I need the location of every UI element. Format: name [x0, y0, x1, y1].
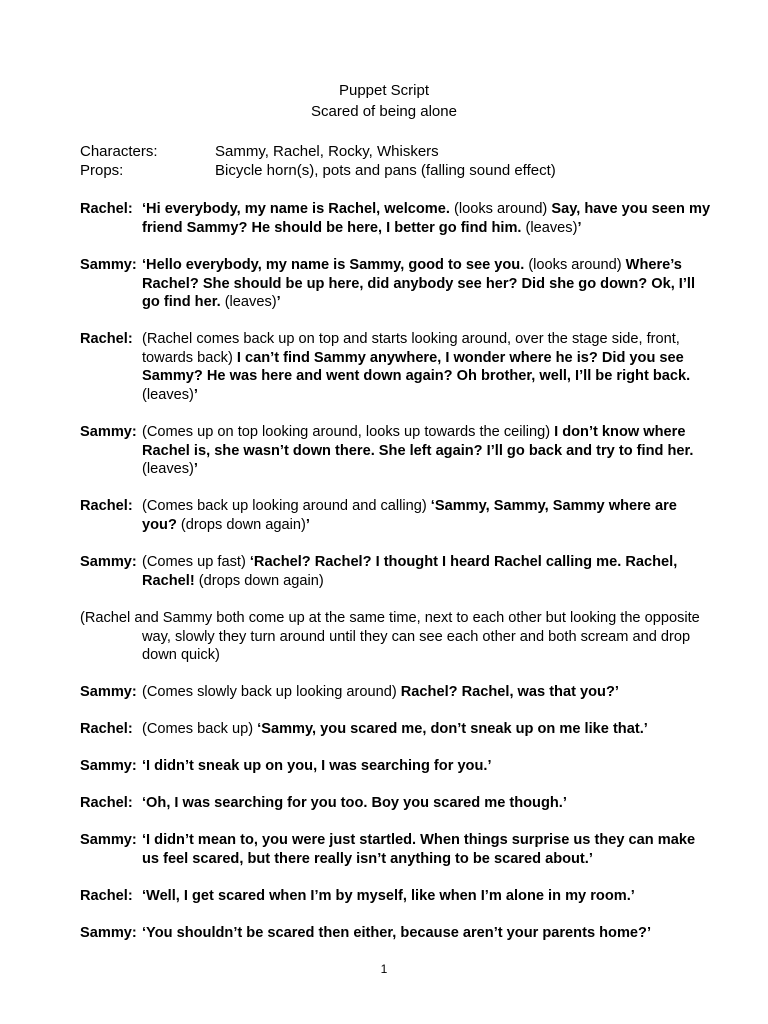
action-text: (Comes slowly back up looking around): [142, 684, 401, 700]
spoken-text: ‘You shouldn’t be scared then either, because aren’t your parents home?’: [142, 925, 652, 941]
spoken-text: ‘Sammy, you scared me, don’t sneak up on me like that.’: [257, 721, 648, 737]
dialogue-line: [80, 683, 712, 702]
action-text: (Comes back up looking around and calling): [142, 498, 431, 514]
spoken-text: ‘Oh, I was searching for you too. Boy you scared me though.’: [142, 795, 567, 811]
speaker-name: Sammy:: [80, 758, 137, 774]
action-text: (leaves): [142, 386, 194, 403]
spoken-text: ’: [193, 461, 198, 478]
spoken-text: Say, have you seen my friend Sammy? He should be here, I better go find him.: [142, 201, 711, 236]
speaker-name: Sammy:: [80, 684, 137, 700]
dialogue-line: [80, 831, 712, 868]
props-label: Props:: [80, 162, 124, 179]
spoken-text: ‘I didn’t sneak up on you, I was searching for you.’: [142, 758, 492, 774]
page-subtitle: Scared of being alone: [311, 103, 457, 120]
dialogue-line: [80, 497, 712, 534]
spoken-text: ’: [276, 294, 281, 311]
dialogue-text: [142, 887, 712, 906]
speaker-name: Sammy:: [80, 925, 137, 941]
dialogue-line: [80, 423, 712, 479]
spoken-text: ’: [305, 516, 310, 533]
action-text: (drops down again): [176, 516, 306, 533]
spoken-text: ‘Well, I get scared when I’m by myself, like when I’m alone in my room.’: [142, 888, 635, 904]
dialogue-text: [142, 200, 712, 237]
speaker-name: Sammy:: [80, 424, 137, 440]
action-text: (Rachel comes back up on top and starts looking around, over the stage side, front, towards back): [142, 331, 680, 366]
speaker-name: Rachel:: [80, 201, 133, 217]
spoken-text: Where’s Rachel? She should be up here, did anybody see her? Did she go down? Ok, I’ll go find her.: [142, 257, 696, 311]
speaker-name: Rachel:: [80, 331, 133, 347]
action-text: (Comes back up): [142, 721, 258, 737]
speaker-name: Sammy:: [80, 257, 137, 273]
stage-direction: [80, 609, 712, 665]
action-text: (Rachel and Sammy both come up at the same time, next to each other but looking the opposite way, slowly they turn around until they can see each other and both scream and drop down quick): [80, 610, 700, 664]
dialogue-line: [80, 330, 712, 404]
spoken-text: ‘Rachel? Rachel? I thought I heard Rachel calling me. Rachel, Rachel!: [142, 554, 678, 589]
page-number: 1: [380, 962, 388, 976]
characters-label: Characters:: [80, 143, 158, 160]
dialogue-line: [80, 720, 712, 739]
spoken-text: ‘Sammy, Sammy, Sammy where are you?: [142, 498, 677, 533]
spoken-text: ‘Hi everybody, my name is Rachel, welcome.: [142, 201, 450, 217]
spoken-text: ’: [577, 219, 582, 236]
spoken-text: I don’t know where Rachel is, she wasn’t down there. She left again? I’ll go back and try to find her.: [142, 424, 694, 459]
dialogue-text: [142, 924, 712, 943]
dialogue-text: [142, 497, 712, 534]
speaker-name: Sammy:: [80, 832, 137, 848]
action-text: (looks around): [449, 201, 552, 217]
spoken-text: ‘Hello everybody, my name is Sammy, good to see you.: [142, 257, 525, 273]
dialogue-line: [80, 757, 712, 776]
dialogue-text: [142, 330, 712, 404]
characters-value: Sammy, Rachel, Rocky, Whiskers: [215, 143, 439, 160]
speaker-name: Rachel:: [80, 888, 133, 904]
dialogue-line: [80, 200, 712, 237]
speaker-name: Sammy:: [80, 554, 137, 570]
speaker-name: Rachel:: [80, 721, 133, 737]
dialogue-line: [80, 924, 712, 943]
speaker-name: Rachel:: [80, 795, 133, 811]
action-text: (leaves): [142, 461, 194, 478]
dialogue-line: [80, 794, 712, 813]
action-text: (Comes up fast): [142, 554, 250, 570]
dialogue-line: [80, 553, 712, 590]
action-text: (leaves): [521, 219, 578, 236]
action-text: (Comes up on top looking around, looks up towards the ceiling): [142, 424, 555, 440]
action-text: (leaves): [220, 294, 277, 311]
speaker-name: Rachel:: [80, 498, 133, 514]
action-text: (looks around): [524, 257, 626, 273]
spoken-text: Rachel? Rachel, was that you?’: [400, 684, 619, 700]
spoken-text: ‘I didn’t mean to, you were just startled. When things surprise us they can make us feel scared, but there really isn’t anything to be scared about.’: [142, 832, 696, 867]
dialogue-text: [142, 553, 712, 590]
dialogue-text: [142, 757, 712, 776]
page-title: Puppet Script: [338, 82, 430, 99]
dialogue-line: [80, 887, 712, 906]
dialogue-text: [142, 794, 712, 813]
dialogue-text: [142, 831, 712, 868]
dialogue-text: [142, 256, 712, 312]
props-value: Bicycle horn(s), pots and pans (falling sound effect): [215, 162, 556, 179]
dialogue-line: [80, 609, 712, 665]
spoken-text: I can’t find Sammy anywhere, I wonder where he is? Did you see Sammy? He was here and went down again? Oh brother, well, I’ll be right back.: [142, 349, 691, 385]
dialogue-text: [142, 720, 712, 739]
dialogue-text: [142, 423, 712, 479]
dialogue-line: [80, 256, 712, 312]
action-text: (drops down again): [194, 572, 324, 589]
dialogue-text: [142, 683, 712, 702]
spoken-text: ’: [193, 386, 198, 403]
